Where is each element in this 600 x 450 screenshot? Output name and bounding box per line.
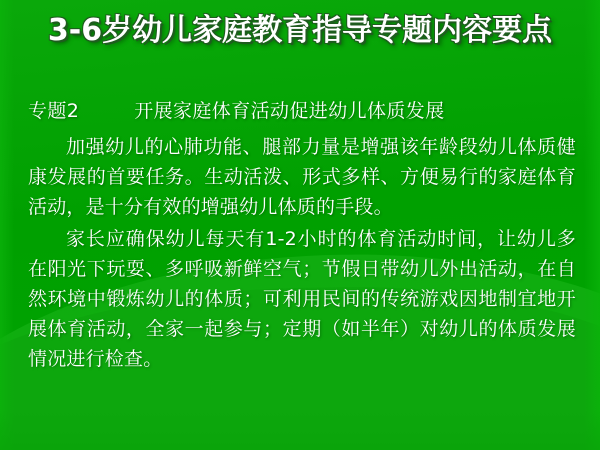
topic-heading-text: 开展家庭体育活动促进幼儿体质发展 xyxy=(134,100,445,122)
background-edge-left xyxy=(0,0,14,450)
body-paragraph-1: 加强幼儿的心肺功能、腿部力量是增强该年龄段幼儿体质健康发展的首要任务。生动活泼、形式多样、方便易行的家庭体育活动，是十分有效的增强幼儿体质的手段。 xyxy=(28,136,576,218)
topic-heading-label: 专题2 xyxy=(28,100,80,122)
slide-body xyxy=(28,96,576,376)
slide-title: 3-6岁幼儿家庭教育指导专题内容要点 xyxy=(47,13,553,48)
background-edge-bottom xyxy=(0,410,600,450)
background-edge-right xyxy=(584,0,600,450)
slide-title-container xyxy=(0,14,600,49)
topic-heading xyxy=(28,96,576,126)
body-paragraph-2: 家长应确保幼儿每天有1-2小时的体育活动时间，让幼儿多在阳光下玩耍、多呼吸新鲜空气；节假日带幼儿外出活动，在自然环境中锻炼幼儿的体质；可利用民间的传统游戏因地制宜地开展体育活动，全家一起参与；定期（如半年）对幼儿的体质发展情况进行检查。 xyxy=(28,228,576,370)
